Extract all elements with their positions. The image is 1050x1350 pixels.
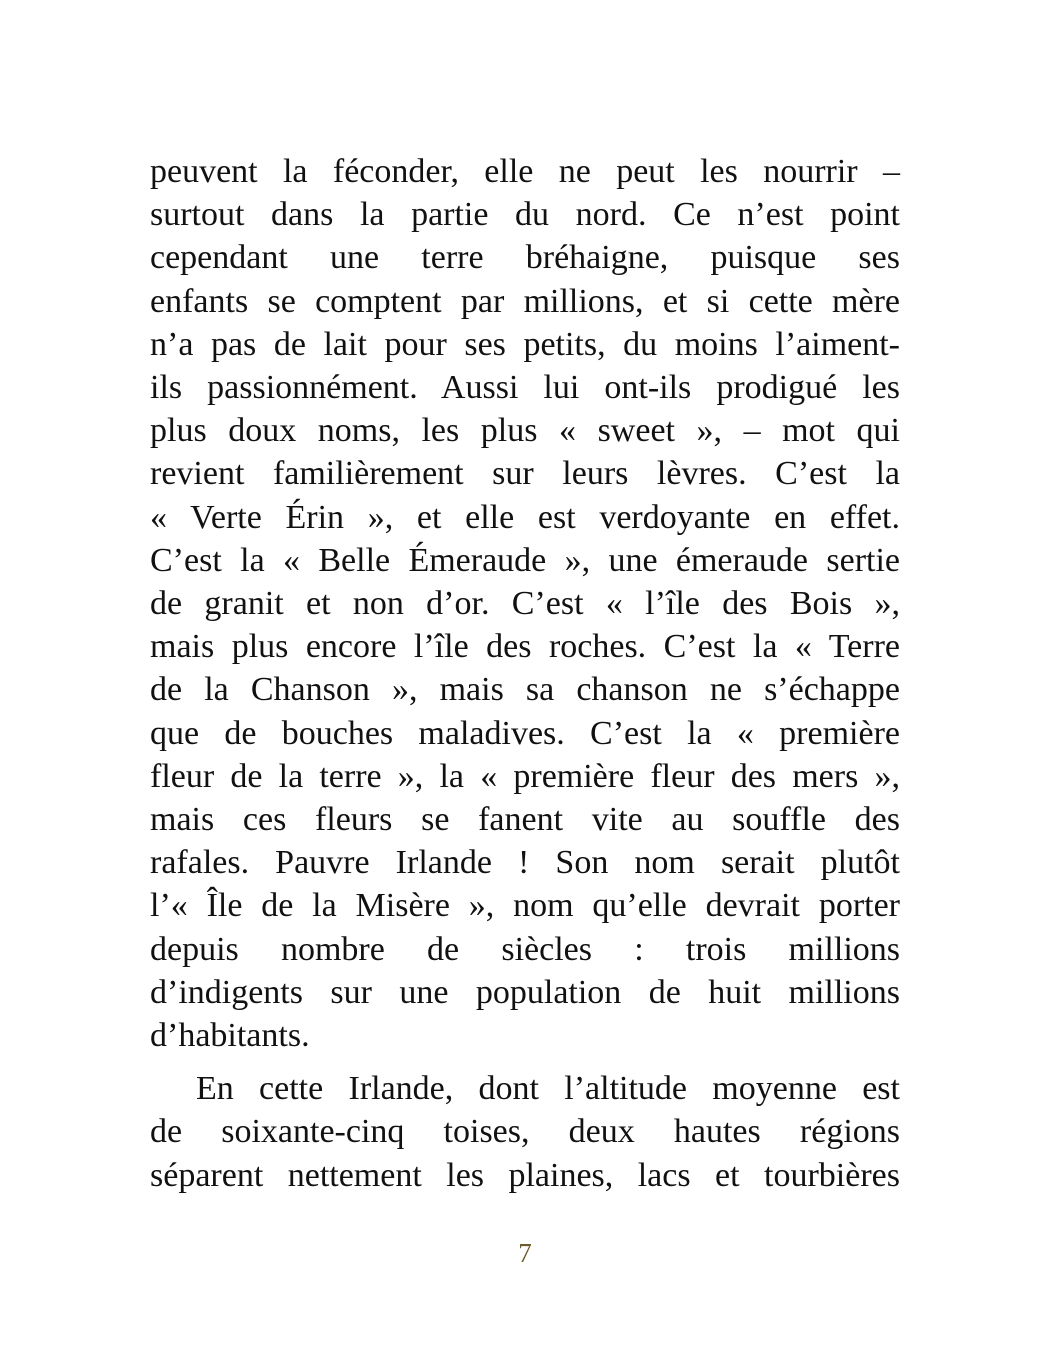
text-line: « Verte Érin », et elle est verdoyante en effet. xyxy=(150,498,900,536)
text-line: de la Chanson », mais sa chanson ne s’échappe xyxy=(150,671,900,709)
text-line: n’a pas de lait pour ses petits, du moins l’aiment- xyxy=(150,325,900,363)
body-text xyxy=(150,150,900,1197)
text-line: enfants se comptent par millions, et si cette mère xyxy=(150,282,900,320)
text-line: peuvent la féconder, elle ne peut les nourrir – xyxy=(150,153,900,190)
text-line: d’indigents sur une population de huit millions xyxy=(150,973,900,1011)
text-line: mais plus encore l’île des roches. C’est la « Terre xyxy=(150,628,900,666)
text-line: C’est la « Belle Émeraude », une émeraude sertie xyxy=(150,541,900,579)
text-line: séparent nettement les plaines, lacs et tourbières xyxy=(150,1156,900,1194)
text-line: plus doux noms, les plus « sweet », – mot qui xyxy=(150,412,900,450)
text-line: ils passionnément. Aussi lui ont-ils prodigué les xyxy=(150,369,900,407)
text-line: revient familièrement sur leurs lèvres. C’est la xyxy=(150,455,900,493)
text-line: de soixante-cinq toises, deux hautes régions xyxy=(150,1113,900,1151)
text-line: surtout dans la partie du nord. Ce n’est point xyxy=(150,196,900,234)
text-line: de granit et non d’or. C’est « l’île des Bois », xyxy=(150,585,900,623)
text-line: depuis nombre de siècles : trois millions xyxy=(150,930,900,968)
paragraph-1 xyxy=(150,150,900,1057)
text-line: fleur de la terre », la « première fleur des mers », xyxy=(150,757,900,795)
paragraph-2 xyxy=(150,1067,900,1197)
text-line: En cette Irlande, dont l’altitude moyenne est xyxy=(196,1070,900,1108)
text-line: que de bouches maladives. C’est la « première xyxy=(150,714,900,752)
text-line: cependant une terre bréhaigne, puisque ses xyxy=(150,239,900,277)
text-line: l’« Île de la Misère », nom qu’elle devrait porter xyxy=(150,887,900,925)
text-line: rafales. Pauvre Irlande ! Son nom serait plutôt xyxy=(150,844,900,882)
text-line: d’habitants. xyxy=(150,1017,310,1055)
text-line: mais ces fleurs se fanent vite au souffle des xyxy=(150,801,900,839)
page-number: 7 xyxy=(518,1238,532,1268)
